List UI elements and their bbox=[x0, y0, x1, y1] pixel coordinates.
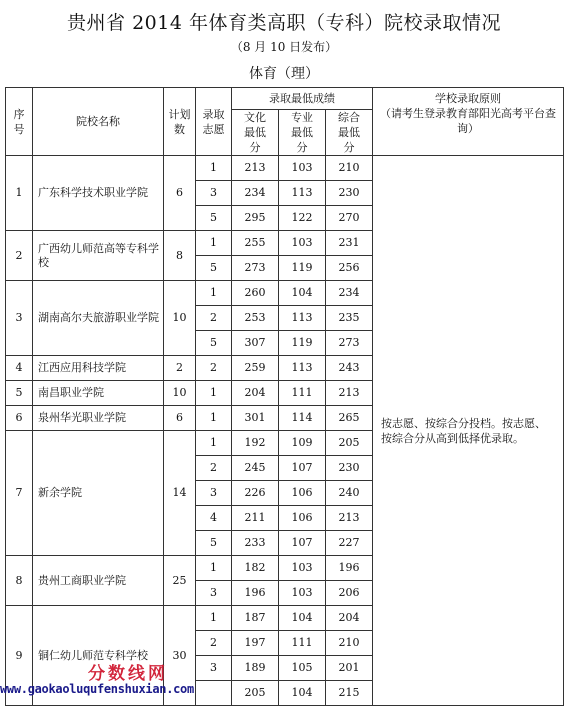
cell-total: 213 bbox=[326, 506, 373, 531]
cell-culture: 301 bbox=[232, 406, 279, 431]
cell-choice: 5 bbox=[196, 206, 232, 231]
cell-plan: 6 bbox=[164, 156, 196, 231]
cell-culture: 182 bbox=[232, 556, 279, 581]
cell-school-name: 广东科学技术职业学院 bbox=[33, 156, 164, 231]
cell-major: 111 bbox=[279, 381, 326, 406]
cell-major: 103 bbox=[279, 581, 326, 606]
cell-choice: 2 bbox=[196, 356, 232, 381]
cell-school-name: 泉州华光职业学院 bbox=[33, 406, 164, 431]
cell-school-name: 贵州工商职业学院 bbox=[33, 556, 164, 606]
header-major-text: 专业最低分 bbox=[291, 111, 313, 154]
publish-date: （8 月 10 日发布） bbox=[230, 40, 338, 54]
cell-plan: 14 bbox=[164, 431, 196, 556]
cell-total: 206 bbox=[326, 581, 373, 606]
header-school: 院校名称 bbox=[33, 88, 164, 156]
cell-culture: 196 bbox=[232, 581, 279, 606]
cell-seq: 1 bbox=[6, 156, 33, 231]
cell-choice: 3 bbox=[196, 581, 232, 606]
cell-culture: 259 bbox=[232, 356, 279, 381]
cell-culture: 226 bbox=[232, 481, 279, 506]
cell-plan: 10 bbox=[164, 281, 196, 356]
cell-culture: 197 bbox=[232, 631, 279, 656]
cell-school-name: 江西应用科技学院 bbox=[33, 356, 164, 381]
cell-school-name: 湖南高尔夫旅游职业学院 bbox=[33, 281, 164, 356]
cell-total: 204 bbox=[326, 606, 373, 631]
cell-culture: 234 bbox=[232, 181, 279, 206]
cell-total: 243 bbox=[326, 356, 373, 381]
header-culture-text: 文化最低分 bbox=[244, 111, 266, 154]
cell-major: 113 bbox=[279, 306, 326, 331]
category-subtitle: 体育（理） bbox=[249, 66, 319, 82]
cell-choice: 4 bbox=[196, 506, 232, 531]
cell-major: 109 bbox=[279, 431, 326, 456]
header-total bbox=[326, 110, 373, 156]
cell-choice: 1 bbox=[196, 156, 232, 181]
cell-total: 210 bbox=[326, 631, 373, 656]
cell-total: 215 bbox=[326, 681, 373, 706]
cell-choice: 2 bbox=[196, 631, 232, 656]
admission-table bbox=[5, 87, 564, 706]
cell-plan: 2 bbox=[164, 356, 196, 381]
header-plan bbox=[164, 88, 196, 156]
cell-culture: 273 bbox=[232, 256, 279, 281]
cell-seq: 7 bbox=[6, 431, 33, 556]
cell-seq: 2 bbox=[6, 231, 33, 281]
table-body bbox=[6, 156, 564, 706]
header-culture bbox=[232, 110, 279, 156]
cell-total: 213 bbox=[326, 381, 373, 406]
cell-major: 113 bbox=[279, 181, 326, 206]
cell-major: 119 bbox=[279, 331, 326, 356]
cell-choice: 1 bbox=[196, 231, 232, 256]
cell-choice bbox=[196, 681, 232, 706]
cell-total: 227 bbox=[326, 531, 373, 556]
cell-plan: 30 bbox=[164, 606, 196, 706]
cell-choice: 1 bbox=[196, 431, 232, 456]
cell-major: 119 bbox=[279, 256, 326, 281]
document-title: 贵州省 2014 年体育类高职（专科）院校录取情况 bbox=[67, 12, 501, 34]
header-principle bbox=[373, 88, 564, 156]
cell-choice: 5 bbox=[196, 256, 232, 281]
cell-total: 201 bbox=[326, 656, 373, 681]
watermark-logo: 分数线网 bbox=[88, 664, 168, 684]
cell-major: 113 bbox=[279, 356, 326, 381]
cell-total: 205 bbox=[326, 431, 373, 456]
cell-total: 240 bbox=[326, 481, 373, 506]
cell-culture: 295 bbox=[232, 206, 279, 231]
cell-major: 104 bbox=[279, 281, 326, 306]
cell-major: 103 bbox=[279, 156, 326, 181]
table-row bbox=[6, 156, 564, 181]
cell-choice: 5 bbox=[196, 331, 232, 356]
cell-choice: 2 bbox=[196, 306, 232, 331]
cell-culture: 253 bbox=[232, 306, 279, 331]
cell-major: 105 bbox=[279, 656, 326, 681]
cell-total: 230 bbox=[326, 456, 373, 481]
cell-principle: 按志愿、按综合分投档。按志愿、按综合分从高到低择优录取。 bbox=[373, 156, 564, 706]
cell-culture: 260 bbox=[232, 281, 279, 306]
cell-culture: 307 bbox=[232, 331, 279, 356]
cell-choice: 5 bbox=[196, 531, 232, 556]
cell-seq: 3 bbox=[6, 281, 33, 356]
cell-total: 234 bbox=[326, 281, 373, 306]
cell-total: 231 bbox=[326, 231, 373, 256]
cell-total: 273 bbox=[326, 331, 373, 356]
cell-total: 256 bbox=[326, 256, 373, 281]
cell-major: 103 bbox=[279, 556, 326, 581]
cell-culture: 255 bbox=[232, 231, 279, 256]
cell-culture: 204 bbox=[232, 381, 279, 406]
cell-major: 107 bbox=[279, 531, 326, 556]
cell-major: 103 bbox=[279, 231, 326, 256]
cell-culture: 245 bbox=[232, 456, 279, 481]
cell-major: 111 bbox=[279, 631, 326, 656]
cell-plan: 8 bbox=[164, 231, 196, 281]
cell-choice: 1 bbox=[196, 556, 232, 581]
cell-major: 104 bbox=[279, 606, 326, 631]
cell-school-name: 南昌职业学院 bbox=[33, 381, 164, 406]
cell-total: 230 bbox=[326, 181, 373, 206]
cell-culture: 213 bbox=[232, 156, 279, 181]
cell-seq: 9 bbox=[6, 606, 33, 706]
cell-choice: 1 bbox=[196, 381, 232, 406]
header-total-text: 综合最低分 bbox=[338, 111, 360, 154]
principle-title: 学校录取原则 bbox=[435, 92, 502, 105]
cell-plan: 6 bbox=[164, 406, 196, 431]
cell-major: 107 bbox=[279, 456, 326, 481]
header-scores-group: 录取最低成绩 bbox=[232, 88, 373, 110]
cell-choice: 2 bbox=[196, 456, 232, 481]
header-choice bbox=[196, 88, 232, 156]
header-choice-text: 录取志愿 bbox=[202, 107, 225, 136]
cell-total: 265 bbox=[326, 406, 373, 431]
cell-total: 210 bbox=[326, 156, 373, 181]
header-seq bbox=[6, 88, 33, 156]
cell-seq: 8 bbox=[6, 556, 33, 606]
cell-choice: 1 bbox=[196, 281, 232, 306]
cell-culture: 192 bbox=[232, 431, 279, 456]
principle-sub: （请考生登录教育部阳光高考平台查询） bbox=[380, 107, 557, 135]
cell-choice: 3 bbox=[196, 481, 232, 506]
cell-culture: 211 bbox=[232, 506, 279, 531]
cell-culture: 205 bbox=[232, 681, 279, 706]
cell-seq: 5 bbox=[6, 381, 33, 406]
cell-school-name: 广西幼儿师范高等专科学校 bbox=[33, 231, 164, 281]
watermark-url: www.gaokaoluqufenshuxian.com bbox=[0, 682, 194, 696]
cell-plan: 25 bbox=[164, 556, 196, 606]
cell-school-name: 铜仁幼儿师范专科学校 bbox=[33, 606, 164, 706]
cell-seq: 4 bbox=[6, 356, 33, 381]
cell-total: 235 bbox=[326, 306, 373, 331]
cell-major: 114 bbox=[279, 406, 326, 431]
cell-culture: 233 bbox=[232, 531, 279, 556]
cell-choice: 3 bbox=[196, 656, 232, 681]
header-major bbox=[279, 110, 326, 156]
cell-choice: 1 bbox=[196, 406, 232, 431]
header-plan-text: 计划数 bbox=[168, 107, 191, 136]
cell-choice: 1 bbox=[196, 606, 232, 631]
header-seq-text: 序号 bbox=[13, 107, 25, 136]
cell-total: 196 bbox=[326, 556, 373, 581]
cell-culture: 189 bbox=[232, 656, 279, 681]
cell-choice: 3 bbox=[196, 181, 232, 206]
cell-major: 122 bbox=[279, 206, 326, 231]
cell-major: 106 bbox=[279, 481, 326, 506]
cell-school-name: 新余学院 bbox=[33, 431, 164, 556]
cell-major: 104 bbox=[279, 681, 326, 706]
cell-total: 270 bbox=[326, 206, 373, 231]
cell-seq: 6 bbox=[6, 406, 33, 431]
cell-plan: 10 bbox=[164, 381, 196, 406]
cell-culture: 187 bbox=[232, 606, 279, 631]
cell-major: 106 bbox=[279, 506, 326, 531]
